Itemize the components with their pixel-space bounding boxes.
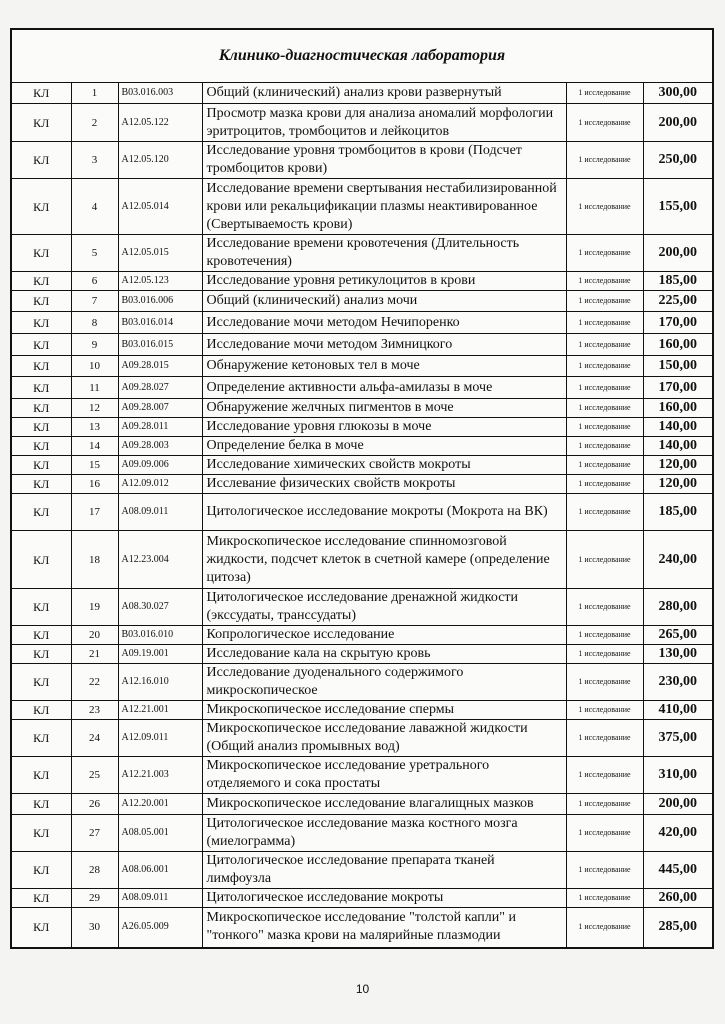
service-unit: 1 исследование bbox=[566, 645, 643, 664]
row-department: КЛ bbox=[11, 356, 71, 377]
row-department: КЛ bbox=[11, 531, 71, 589]
table-row bbox=[11, 720, 713, 757]
service-unit: 1 исследование bbox=[566, 272, 643, 291]
row-department: КЛ bbox=[11, 399, 71, 418]
service-code: A09.28.007 bbox=[118, 399, 202, 418]
service-name: Исследование химических свойств мокроты bbox=[202, 456, 566, 475]
service-unit: 1 исследование bbox=[566, 399, 643, 418]
service-code: A08.05.001 bbox=[118, 815, 202, 852]
service-name: Цитологическое исследование мазка костного мозга (миелограмма) bbox=[202, 815, 566, 852]
service-unit: 1 исследование bbox=[566, 701, 643, 720]
row-department: КЛ bbox=[11, 334, 71, 356]
table-row bbox=[11, 794, 713, 815]
service-code: B03.016.006 bbox=[118, 291, 202, 312]
service-name: Исследование мочи методом Нечипоренко bbox=[202, 312, 566, 334]
service-name: Исследование уровня ретикулоцитов в крови bbox=[202, 272, 566, 291]
page-number: 10 bbox=[355, 982, 370, 996]
service-code: B03.016.003 bbox=[118, 83, 202, 104]
row-number: 18 bbox=[71, 531, 118, 589]
row-department: КЛ bbox=[11, 815, 71, 852]
service-name: Общий (клинический) анализ мочи bbox=[202, 291, 566, 312]
service-name: Исследование уровня тромбоцитов в крови (Подсчет тромбоцитов крови) bbox=[202, 142, 566, 179]
row-number: 15 bbox=[71, 456, 118, 475]
service-price: 120,00 bbox=[643, 456, 713, 475]
service-code: A09.28.027 bbox=[118, 377, 202, 399]
row-department: КЛ bbox=[11, 83, 71, 104]
row-department: КЛ bbox=[11, 418, 71, 437]
row-department: КЛ bbox=[11, 312, 71, 334]
service-unit: 1 исследование bbox=[566, 757, 643, 794]
service-price: 300,00 bbox=[643, 83, 713, 104]
service-name: Микроскопическое исследование уретрального отделяемого и сока простаты bbox=[202, 757, 566, 794]
table-row bbox=[11, 531, 713, 589]
service-name: Исследование времени кровотечения (Длительность кровотечения) bbox=[202, 235, 566, 272]
row-number: 2 bbox=[71, 104, 118, 142]
row-department: КЛ bbox=[11, 235, 71, 272]
row-number: 16 bbox=[71, 475, 118, 494]
row-department: КЛ bbox=[11, 645, 71, 664]
row-department: КЛ bbox=[11, 291, 71, 312]
service-unit: 1 исследование bbox=[566, 377, 643, 399]
row-department: КЛ bbox=[11, 589, 71, 626]
service-unit: 1 исследование bbox=[566, 815, 643, 852]
service-name: Микроскопическое исследование влагалищных мазков bbox=[202, 794, 566, 815]
service-price: 160,00 bbox=[643, 334, 713, 356]
service-price: 160,00 bbox=[643, 399, 713, 418]
row-number: 5 bbox=[71, 235, 118, 272]
table-row bbox=[11, 291, 713, 312]
service-name: Общий (клинический) анализ крови развернутый bbox=[202, 83, 566, 104]
row-department: КЛ bbox=[11, 908, 71, 948]
service-code: A12.16.010 bbox=[118, 664, 202, 701]
table-row bbox=[11, 889, 713, 908]
table-row bbox=[11, 589, 713, 626]
row-department: КЛ bbox=[11, 626, 71, 645]
service-code: A26.05.009 bbox=[118, 908, 202, 948]
service-name: Просмотр мазка крови для анализа аномалий морфологии эритроцитов, тромбоцитов и лейкоцитов bbox=[202, 104, 566, 142]
table-row bbox=[11, 908, 713, 948]
service-name: Исследование уровня глюкозы в моче bbox=[202, 418, 566, 437]
row-number: 13 bbox=[71, 418, 118, 437]
table-row bbox=[11, 104, 713, 142]
service-unit: 1 исследование bbox=[566, 852, 643, 889]
row-department: КЛ bbox=[11, 475, 71, 494]
service-code: A08.06.001 bbox=[118, 852, 202, 889]
service-unit: 1 исследование bbox=[566, 418, 643, 437]
service-price: 200,00 bbox=[643, 235, 713, 272]
service-code: B03.016.010 bbox=[118, 626, 202, 645]
service-price: 200,00 bbox=[643, 794, 713, 815]
service-code: A09.28.003 bbox=[118, 437, 202, 456]
row-department: КЛ bbox=[11, 889, 71, 908]
service-price: 250,00 bbox=[643, 142, 713, 179]
row-department: КЛ bbox=[11, 437, 71, 456]
service-unit: 1 исследование bbox=[566, 626, 643, 645]
row-number: 7 bbox=[71, 291, 118, 312]
table-row bbox=[11, 272, 713, 291]
service-price: 285,00 bbox=[643, 908, 713, 948]
service-code: A12.05.015 bbox=[118, 235, 202, 272]
service-price: 310,00 bbox=[643, 757, 713, 794]
table-row bbox=[11, 701, 713, 720]
row-department: КЛ bbox=[11, 142, 71, 179]
row-number: 25 bbox=[71, 757, 118, 794]
row-number: 30 bbox=[71, 908, 118, 948]
service-unit: 1 исследование bbox=[566, 589, 643, 626]
row-number: 10 bbox=[71, 356, 118, 377]
service-unit: 1 исследование bbox=[566, 720, 643, 757]
service-unit: 1 исследование bbox=[566, 312, 643, 334]
service-price: 240,00 bbox=[643, 531, 713, 589]
service-price: 155,00 bbox=[643, 179, 713, 235]
price-table bbox=[10, 28, 714, 949]
service-unit: 1 исследование bbox=[566, 908, 643, 948]
row-number: 12 bbox=[71, 399, 118, 418]
service-price: 265,00 bbox=[643, 626, 713, 645]
row-department: КЛ bbox=[11, 664, 71, 701]
table-row bbox=[11, 645, 713, 664]
table-row bbox=[11, 418, 713, 437]
section-title: Клинико-диагностическая лаборатория bbox=[11, 29, 713, 83]
service-price: 420,00 bbox=[643, 815, 713, 852]
price-list-page bbox=[10, 28, 712, 949]
service-code: A12.05.014 bbox=[118, 179, 202, 235]
service-code: A08.30.027 bbox=[118, 589, 202, 626]
service-unit: 1 исследование bbox=[566, 494, 643, 531]
service-unit: 1 исследование bbox=[566, 889, 643, 908]
table-row bbox=[11, 456, 713, 475]
service-name: Цитологическое исследование препарата тканей лимфоузла bbox=[202, 852, 566, 889]
service-unit: 1 исследование bbox=[566, 83, 643, 104]
row-department: КЛ bbox=[11, 272, 71, 291]
row-number: 11 bbox=[71, 377, 118, 399]
service-unit: 1 исследование bbox=[566, 179, 643, 235]
service-name: Цитологическое исследование дренажной жидкости (экссудаты, транссудаты) bbox=[202, 589, 566, 626]
table-row bbox=[11, 494, 713, 531]
table-row bbox=[11, 142, 713, 179]
table-row bbox=[11, 334, 713, 356]
service-name: Цитологическое исследование мокроты (Мокрота на ВК) bbox=[202, 494, 566, 531]
row-number: 28 bbox=[71, 852, 118, 889]
service-price: 375,00 bbox=[643, 720, 713, 757]
service-code: A12.05.120 bbox=[118, 142, 202, 179]
service-code: B03.016.015 bbox=[118, 334, 202, 356]
table-row bbox=[11, 626, 713, 645]
service-name: Обнаружение кетоновых тел в моче bbox=[202, 356, 566, 377]
table-row bbox=[11, 664, 713, 701]
service-price: 445,00 bbox=[643, 852, 713, 889]
service-price: 185,00 bbox=[643, 272, 713, 291]
service-name: Цитологическое исследование мокроты bbox=[202, 889, 566, 908]
table-row bbox=[11, 83, 713, 104]
row-department: КЛ bbox=[11, 852, 71, 889]
table-row bbox=[11, 757, 713, 794]
service-price: 140,00 bbox=[643, 437, 713, 456]
table-row bbox=[11, 399, 713, 418]
service-unit: 1 исследование bbox=[566, 437, 643, 456]
row-number: 19 bbox=[71, 589, 118, 626]
row-number: 4 bbox=[71, 179, 118, 235]
service-code: B03.016.014 bbox=[118, 312, 202, 334]
service-code: A12.20.001 bbox=[118, 794, 202, 815]
row-number: 24 bbox=[71, 720, 118, 757]
service-unit: 1 исследование bbox=[566, 356, 643, 377]
service-code: A12.09.011 bbox=[118, 720, 202, 757]
row-department: КЛ bbox=[11, 377, 71, 399]
service-unit: 1 исследование bbox=[566, 475, 643, 494]
table-row bbox=[11, 437, 713, 456]
service-name: Исследование кала на скрытую кровь bbox=[202, 645, 566, 664]
table-row bbox=[11, 235, 713, 272]
row-number: 9 bbox=[71, 334, 118, 356]
table-row bbox=[11, 377, 713, 399]
row-department: КЛ bbox=[11, 179, 71, 235]
service-code: A09.28.015 bbox=[118, 356, 202, 377]
service-code: A12.21.001 bbox=[118, 701, 202, 720]
service-unit: 1 исследование bbox=[566, 456, 643, 475]
service-price: 120,00 bbox=[643, 475, 713, 494]
table-row bbox=[11, 852, 713, 889]
service-name: Микроскопическое исследование лаважной жидкости (Общий анализ промывных вод) bbox=[202, 720, 566, 757]
row-number: 23 bbox=[71, 701, 118, 720]
service-price: 280,00 bbox=[643, 589, 713, 626]
row-number: 26 bbox=[71, 794, 118, 815]
service-price: 150,00 bbox=[643, 356, 713, 377]
service-unit: 1 исследование bbox=[566, 142, 643, 179]
table-body bbox=[11, 83, 713, 948]
service-code: A12.23.004 bbox=[118, 531, 202, 589]
service-code: A12.05.123 bbox=[118, 272, 202, 291]
row-number: 29 bbox=[71, 889, 118, 908]
service-unit: 1 исследование bbox=[566, 104, 643, 142]
service-unit: 1 исследование bbox=[566, 531, 643, 589]
service-price: 170,00 bbox=[643, 312, 713, 334]
row-department: КЛ bbox=[11, 104, 71, 142]
service-code: A08.09.011 bbox=[118, 494, 202, 531]
row-department: КЛ bbox=[11, 701, 71, 720]
row-number: 8 bbox=[71, 312, 118, 334]
service-unit: 1 исследование bbox=[566, 664, 643, 701]
service-price: 185,00 bbox=[643, 494, 713, 531]
service-price: 170,00 bbox=[643, 377, 713, 399]
row-department: КЛ bbox=[11, 494, 71, 531]
service-name: Микроскопическое исследование спинномозговой жидкости, подсчет клеток в счетной камере (определение цитоза) bbox=[202, 531, 566, 589]
row-number: 3 bbox=[71, 142, 118, 179]
table-row bbox=[11, 179, 713, 235]
row-department: КЛ bbox=[11, 794, 71, 815]
service-code: A12.21.003 bbox=[118, 757, 202, 794]
service-price: 200,00 bbox=[643, 104, 713, 142]
service-price: 260,00 bbox=[643, 889, 713, 908]
row-department: КЛ bbox=[11, 720, 71, 757]
service-code: A12.09.012 bbox=[118, 475, 202, 494]
table-row bbox=[11, 475, 713, 494]
row-number: 20 bbox=[71, 626, 118, 645]
service-code: A12.05.122 bbox=[118, 104, 202, 142]
service-unit: 1 исследование bbox=[566, 334, 643, 356]
row-department: КЛ bbox=[11, 757, 71, 794]
service-name: Исслевание физических свойств мокроты bbox=[202, 475, 566, 494]
row-number: 21 bbox=[71, 645, 118, 664]
row-number: 1 bbox=[71, 83, 118, 104]
service-code: A09.19.001 bbox=[118, 645, 202, 664]
service-price: 130,00 bbox=[643, 645, 713, 664]
table-row bbox=[11, 312, 713, 334]
row-number: 6 bbox=[71, 272, 118, 291]
service-code: A09.09.006 bbox=[118, 456, 202, 475]
row-number: 27 bbox=[71, 815, 118, 852]
service-unit: 1 исследование bbox=[566, 235, 643, 272]
service-name: Определение белка в моче bbox=[202, 437, 566, 456]
service-price: 225,00 bbox=[643, 291, 713, 312]
service-price: 410,00 bbox=[643, 701, 713, 720]
row-number: 17 bbox=[71, 494, 118, 531]
table-header-row bbox=[11, 29, 713, 83]
service-name: Микроскопическое исследование спермы bbox=[202, 701, 566, 720]
service-name: Исследование дуоденального содержимого микроскопическое bbox=[202, 664, 566, 701]
service-name: Микроскопическое исследование "толстой капли" и "тонкого" мазка крови на малярийные плазмодии bbox=[202, 908, 566, 948]
service-code: A08.09.011 bbox=[118, 889, 202, 908]
service-name: Копрологическое исследование bbox=[202, 626, 566, 645]
service-unit: 1 исследование bbox=[566, 794, 643, 815]
service-price: 230,00 bbox=[643, 664, 713, 701]
service-code: A09.28.011 bbox=[118, 418, 202, 437]
row-department: КЛ bbox=[11, 456, 71, 475]
service-name: Обнаружение желчных пигментов в моче bbox=[202, 399, 566, 418]
service-name: Исследование времени свертывания нестабилизированной крови или рекальцификации плазмы неактивированное (Свертываемость крови) bbox=[202, 179, 566, 235]
table-row bbox=[11, 815, 713, 852]
service-name: Определение активности альфа-амилазы в моче bbox=[202, 377, 566, 399]
row-number: 14 bbox=[71, 437, 118, 456]
service-unit: 1 исследование bbox=[566, 291, 643, 312]
service-name: Исследование мочи методом Зимницкого bbox=[202, 334, 566, 356]
row-number: 22 bbox=[71, 664, 118, 701]
service-price: 140,00 bbox=[643, 418, 713, 437]
table-row bbox=[11, 356, 713, 377]
